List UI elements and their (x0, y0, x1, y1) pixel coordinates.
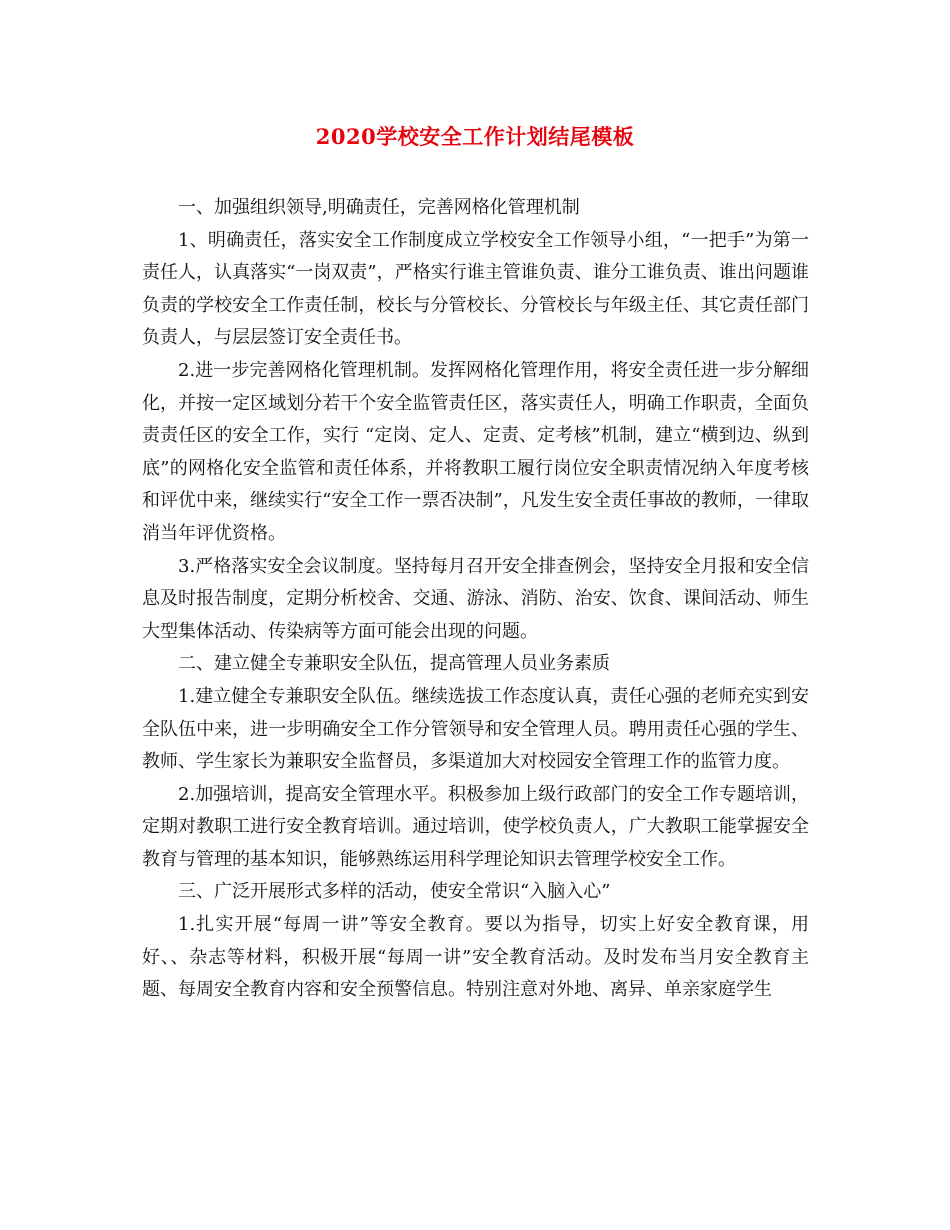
paragraph-2-2: 2.加强培训，提高安全管理水平。积极参加上级行政部门的安全工作专题培训，定期对教职工进行安全教育培训。通过培训，使学校负责人，广大教职工能掌握安全教育与管理的基本知识，能够熟练运用科学理论知识去管理学校安全工作。 (142, 783, 809, 870)
section-heading-2: 二、建立健全专兼职安全队伍，提高管理人员业务素质 (178, 653, 610, 675)
document-body (142, 192, 809, 1007)
document-title: 2020学校安全工作计划结尾模板 (315, 124, 635, 149)
section-heading-3: 三、广泛开展形式多样的活动，使安全常识“入脑入心” (178, 881, 611, 903)
paragraph-2-1: 1.建立健全专兼职安全队伍。继续选拔工作态度认真，责任心强的老师充实到安全队伍中来，进一步明确安全工作分管领导和安全管理人员。聘用责任心强的学生、教师、学生家长为兼职安全监督员，多渠道加大对校园安全管理工作的监管力度。 (142, 685, 809, 773)
paragraph-1-1: 1、明确责任，落实安全工作制度成立学校安全工作领导小组，“一把手”为第一责任人，认真落实“一岗双责”，严格实行谁主管谁负责、谁分工谁负责、谁出问题谁负责的学校安全工作责任制，校长与分管校长、分管校长与年级主任、其它责任部门负责人，与层层签订安全责任书。 (142, 229, 809, 349)
section-heading-1: 一、加强组织领导,明确责任，完善网格化管理机制 (178, 197, 580, 218)
paragraph-3-1: 1.扎实开展“每周一讲”等安全教育。要以为指导，切实上好安全教育课，用好、、杂志等材料，积极开展“每周一讲”安全教育活动。及时发布当月安全教育主题、每周安全教育内容和安全预警信息。特别注意对外地、离异、单亲家庭学生 (142, 914, 809, 1001)
paragraph-1-3: 3.严格落实安全会议制度。坚持每月召开安全排查例会，坚持安全月报和安全信息及时报告制度，定期分析校舍、交通、游泳、消防、治安、饮食、课间活动、师生大型集体活动、传染病等方面可能会出现的问题。 (142, 555, 809, 642)
paragraph-1-2: 2.进一步完善网格化管理机制。发挥网格化管理作用，将安全责任进一步分解细化，并按一定区域划分若干个安全监管责任区，落实责任人，明确工作职责，全面负责责任区的安全工作，实行 “定岗、定人、定责、定考核”机制，建立“横到边、纵到底”的网格化安全监管和责任体系，并将教职工履行岗位安全职责情况纳入年度考核和评优中来，继续实行“安全工作一票否决制”，凡发生安全责任事故的教师，一律取消当年评优资格。 (142, 359, 809, 544)
